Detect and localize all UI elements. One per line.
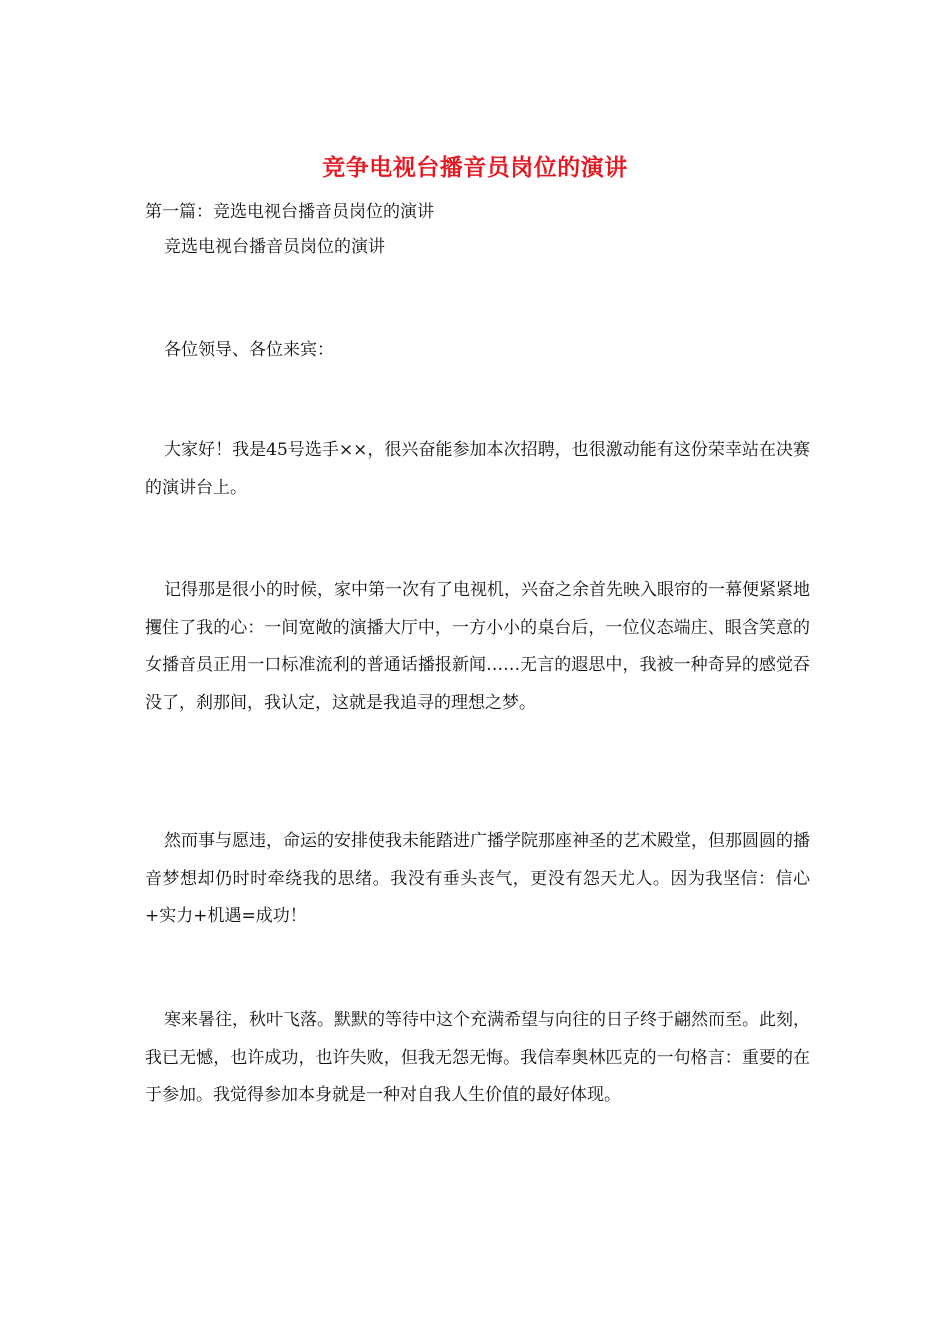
paragraph-2: 记得那是很小的时候，家中第一次有了电视机，兴奋之余首先映入眼帘的一幕便紧紧地攫住了我的心：一间宽敞的演播大厅中，一方小小的桌台后，一位仪态端庄、眼含笑意的女播音员正用一口标准流利的普通话播报新闻……无言的遐思中，我被一种奇异的感觉吞没了，刹那间，我认定，这就是我追寻的理想之梦。 [145,580,810,713]
paragraph-1: 大家好！我是45号选手××，很兴奋能参加本次招聘，也很激动能有这份荣幸站在决赛的演讲台上。 [145,440,810,498]
section-subtitle: 第一篇：竞选电视台播音员岗位的演讲 [145,202,434,222]
paragraph-4: 寒来暑往，秋叶飞落。默默的等待中这个充满希望与向往的日子终于翩然而至。此刻，我已无憾，也许成功，也许失败，但我无怨无悔。我信奉奥林匹克的一句格言：重要的在于参加。我觉得参加本身就是一种对自我人生价值的最好体现。 [145,1010,810,1105]
greeting: 各位领导、各位来宾： [164,340,334,360]
document-title: 竞争电视台播音员岗位的演讲 [322,154,628,181]
speech-heading: 竞选电视台播音员岗位的演讲 [164,237,385,257]
paragraph-3: 然而事与愿违，命运的安排使我未能踏进广播学院那座神圣的艺术殿堂，但那圆圆的播音梦想却仍时时牵绕我的思绪。我没有垂头丧气，更没有怨天尤人。因为我坚信：信心+实力+机遇=成功！ [145,831,810,926]
